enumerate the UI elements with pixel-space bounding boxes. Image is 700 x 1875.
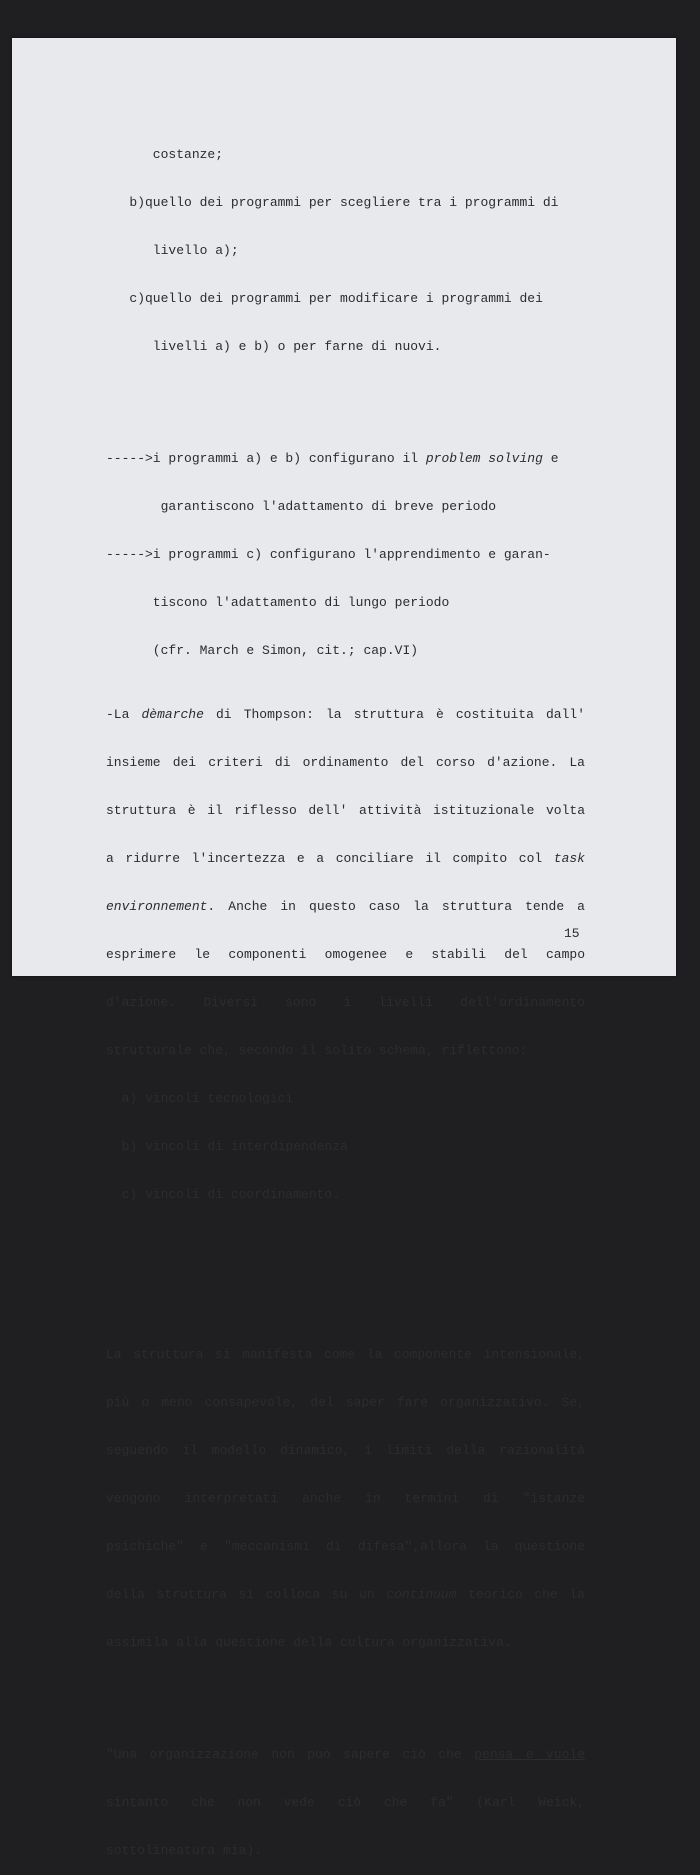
text-line: garantiscono l'adattamento di breve periodo bbox=[106, 499, 497, 514]
text-line: livelli a) e b) o per farne di nuovi. bbox=[106, 339, 442, 354]
text-line: struttura è il riflesso dell' attività istituzionale volta bbox=[106, 803, 585, 818]
list-item: c) vincoli di coordinamento. bbox=[106, 1187, 341, 1202]
quote-line: sottolineatura mia). bbox=[106, 1843, 263, 1858]
text-line: della struttura si colloca su un continuum teorico che la bbox=[106, 1587, 585, 1602]
page-number: 15 bbox=[564, 926, 580, 941]
text-line: d'azione. Diversi sono i livelli dell'ordinamento bbox=[106, 995, 585, 1010]
text-line: insieme dei criteri di ordinamento del corso d'azione. La bbox=[106, 755, 585, 770]
italic-term: continuum bbox=[386, 1587, 457, 1602]
text-line: environnement. Anche in questo caso la struttura tende a bbox=[106, 899, 585, 914]
text-line: La struttura si manifesta come la componente intensionale, bbox=[106, 1347, 585, 1362]
text-line: a ridurre l'incertezza e a conciliare il compito col task bbox=[106, 851, 585, 866]
italic-term: task bbox=[553, 851, 585, 866]
text-line: esprimere le componenti omogenee e stabili del campo bbox=[106, 947, 585, 962]
text-line: assimila alla questione della cultura organizzativa. bbox=[106, 1635, 512, 1650]
list-item: a) vincoli tecnologici bbox=[106, 1091, 294, 1106]
text-line: -La dèmarche di Thompson: la struttura è costituita dall' bbox=[106, 707, 585, 722]
text-line: (cfr. March e Simon, cit.; cap.VI) bbox=[106, 643, 419, 658]
italic-term: environnement bbox=[106, 899, 208, 914]
text-line: seguendo il modello dinamico, i limiti della razionalità bbox=[106, 1443, 585, 1458]
quote-line: "Una organizzazione non può sapere ciò che pensa e vuole bbox=[106, 1747, 585, 1762]
arrow-line: ----->i programmi c) configurano l'apprendimento e garan- bbox=[106, 547, 551, 562]
text-line: costanze; bbox=[106, 147, 224, 162]
text-line: psichiche" e "meccanismi di difesa",allora la questione bbox=[106, 1539, 585, 1554]
text-line: livello a); bbox=[106, 243, 239, 258]
text-line: più o meno consapevole, del saper fare organizzativo. Se, bbox=[106, 1395, 585, 1410]
underlined-text: pensa e vuole bbox=[474, 1747, 585, 1762]
quote-line: sintanto che non vede ciò che fa" (Karl Weick, bbox=[106, 1795, 585, 1810]
italic-term: dèmarche bbox=[141, 707, 204, 722]
text-line: c)quello dei programmi per modificare i programmi dei bbox=[106, 291, 543, 306]
italic-term: problem solving bbox=[425, 451, 543, 466]
arrow-line: ----->i programmi a) e b) configurano il problem solving e bbox=[106, 451, 559, 466]
document-text bbox=[106, 115, 585, 1875]
text-line: strutturale che, secondo il solito schema, riflettono: bbox=[106, 1043, 528, 1058]
text-line: vengono interpretati anche in termini di "istanze bbox=[106, 1491, 585, 1506]
text-line: tiscono l'adattamento di lungo periodo bbox=[106, 595, 450, 610]
list-item: b) vincoli di interdipendenza bbox=[106, 1139, 348, 1154]
text-line: b)quello dei programmi per scegliere tra i programmi di bbox=[106, 195, 559, 210]
